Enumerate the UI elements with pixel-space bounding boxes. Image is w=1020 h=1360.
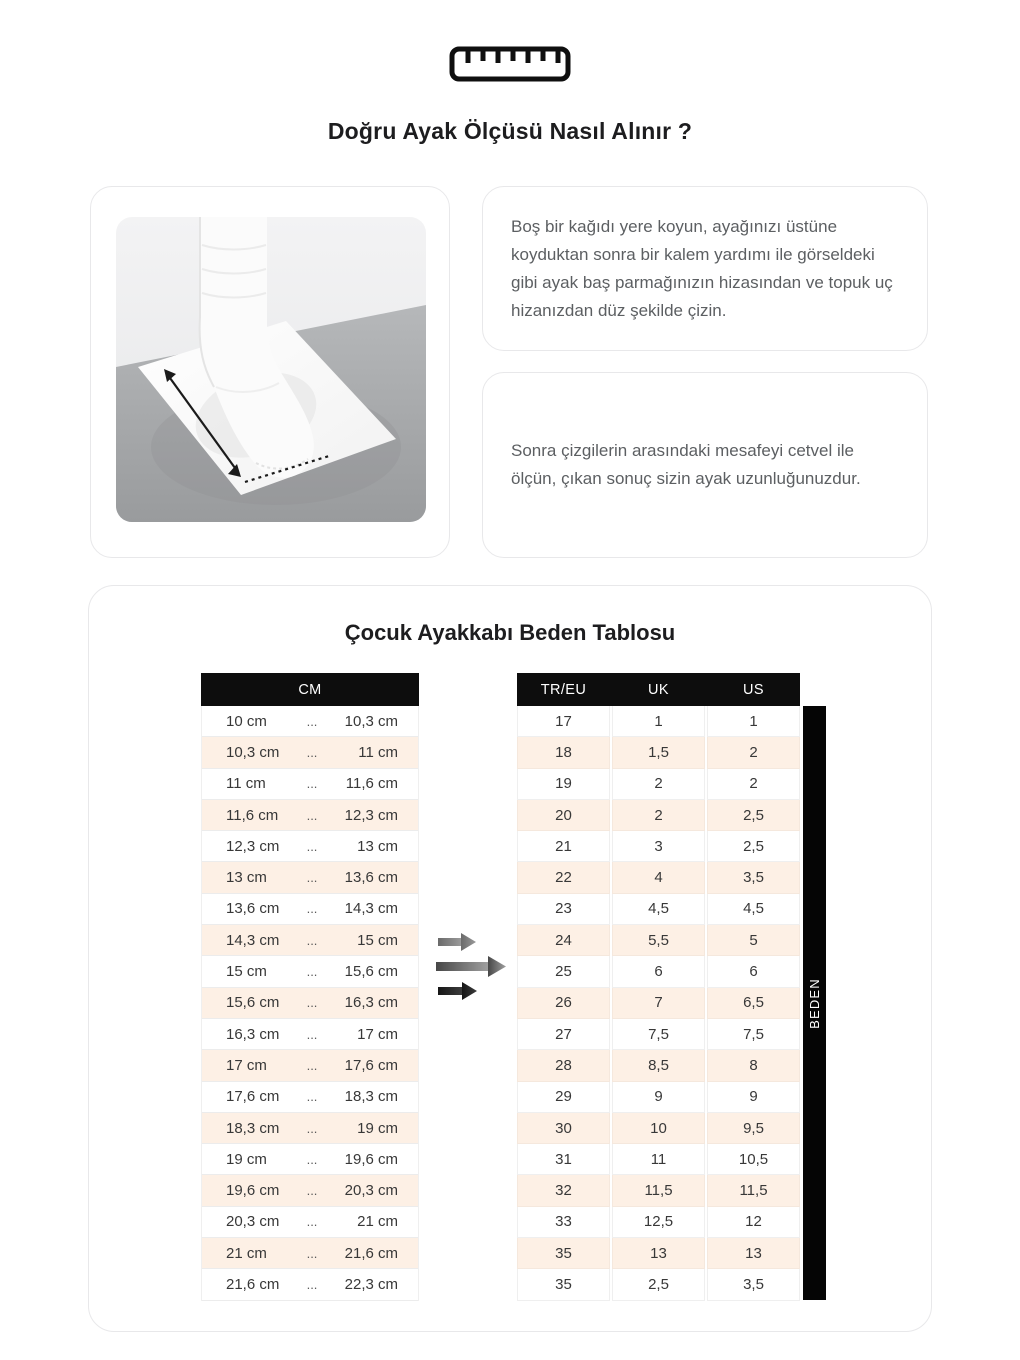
- cm-table-row: [202, 988, 418, 1019]
- cm-range-to: 19,6 cm: [344, 1150, 398, 1168]
- size-cell-uk: 9: [612, 1082, 705, 1113]
- cm-range-to: 13 cm: [357, 837, 398, 855]
- instruction-step1-text: Boş bir kağıdı yere koyun, ayağınızı üstüne koyduktan sonra bir kalem yardımı ile görseldeki gibi ayak baş parmağınızın hizasından ve topuk uç hizanızdan düz şekilde çizin.: [511, 216, 893, 320]
- cm-table-row: [202, 831, 418, 862]
- cm-range-from: 21 cm: [226, 1244, 267, 1262]
- beden-side-bar: [803, 706, 826, 1300]
- cm-range-from: 11,6 cm: [226, 806, 279, 824]
- cm-range-from: 21,6 cm: [226, 1275, 280, 1293]
- size-cell-uk: 6: [612, 956, 705, 987]
- size-cell-uk: 2: [612, 800, 705, 831]
- size-cell-us: 3,5: [707, 862, 800, 893]
- size-cell-tr-eu: 28: [517, 1050, 610, 1081]
- size-table-header: [517, 673, 800, 706]
- cm-range-separator: ...: [306, 1089, 318, 1105]
- size-cell-us: 11,5: [707, 1175, 800, 1206]
- foot-photo-frame: [116, 217, 426, 522]
- size-cell-us: 2,5: [707, 831, 800, 862]
- cm-range-from: 12,3 cm: [226, 837, 280, 855]
- size-table-row: [517, 800, 800, 831]
- cm-range-separator: ...: [306, 744, 318, 760]
- size-cell-us: 9,5: [707, 1113, 800, 1144]
- cm-range-from: 10,3 cm: [226, 743, 280, 761]
- cm-table-row: [202, 1238, 418, 1269]
- size-cell-tr-eu: 21: [517, 831, 610, 862]
- cm-table-row: [202, 1050, 418, 1081]
- cm-range-from: 17,6 cm: [226, 1088, 280, 1106]
- cm-range-to: 17 cm: [357, 1025, 398, 1043]
- cm-range-from: 13,6 cm: [226, 900, 280, 918]
- size-cell-tr-eu: 26: [517, 988, 610, 1019]
- cm-range-to: 18,3 cm: [344, 1088, 398, 1106]
- instruction-step2-text: Sonra çizgilerin arasındaki mesafeyi cetvel ile ölçün, çıkan sonuç sizin ayak uzunluğunuzdur.: [511, 441, 861, 488]
- header-icon-wrap: [0, 46, 1020, 82]
- ruler-icon: [449, 46, 571, 82]
- size-cell-uk: 7: [612, 988, 705, 1019]
- cm-table-body: [201, 706, 419, 1301]
- cm-range-to: 21,6 cm: [344, 1244, 398, 1262]
- size-table-row: [517, 706, 800, 737]
- cm-range-to: 22,3 cm: [344, 1275, 398, 1293]
- size-cell-us: 2: [707, 769, 800, 800]
- transfer-arrows-icon: [435, 928, 511, 1000]
- cm-table: [201, 673, 419, 1301]
- size-cell-tr-eu: 19: [517, 769, 610, 800]
- size-cell-tr-eu: 18: [517, 737, 610, 768]
- size-table-row: [517, 1144, 800, 1175]
- size-cell-us: 5: [707, 925, 800, 956]
- cm-range-separator: ...: [306, 995, 318, 1011]
- size-cell-tr-eu: 29: [517, 1082, 610, 1113]
- beden-side-label: BEDEN: [807, 977, 823, 1029]
- cm-range-separator: ...: [306, 1151, 318, 1167]
- cm-table-row: [202, 1144, 418, 1175]
- cm-range-to: 15 cm: [357, 931, 398, 949]
- size-cell-us: 6: [707, 956, 800, 987]
- cm-table-row: [202, 862, 418, 893]
- cm-table-row: [202, 925, 418, 956]
- cm-range-separator: ...: [306, 1245, 318, 1261]
- cm-range-to: 20,3 cm: [344, 1182, 398, 1200]
- size-cell-tr-eu: 20: [517, 800, 610, 831]
- cm-table-row: [202, 800, 418, 831]
- size-cell-uk: 3: [612, 831, 705, 862]
- cm-range-separator: ...: [306, 807, 318, 823]
- size-table-row: [517, 894, 800, 925]
- cm-table-row: [202, 1019, 418, 1050]
- cm-table-row: [202, 956, 418, 987]
- cm-range-separator: ...: [306, 932, 318, 948]
- size-cell-uk: 2: [612, 769, 705, 800]
- size-table-body: [517, 706, 800, 1301]
- cm-range-from: 18,3 cm: [226, 1119, 280, 1137]
- cm-range-to: 14,3 cm: [344, 900, 398, 918]
- size-table-header-us: US: [743, 681, 764, 698]
- cm-range-separator: ...: [306, 1214, 318, 1230]
- cm-range-separator: ...: [306, 1057, 318, 1073]
- size-cell-uk: 13: [612, 1238, 705, 1269]
- size-cell-tr-eu: 23: [517, 894, 610, 925]
- cm-range-to: 15,6 cm: [344, 963, 398, 981]
- cm-range-from: 15 cm: [226, 963, 267, 981]
- size-cell-tr-eu: 35: [517, 1269, 610, 1300]
- cm-table-row: [202, 1113, 418, 1144]
- cm-range-to: 19 cm: [357, 1119, 398, 1137]
- cm-table-row: [202, 706, 418, 737]
- cm-range-from: 17 cm: [226, 1056, 267, 1074]
- size-table-row: [517, 831, 800, 862]
- cm-table-row: [202, 1207, 418, 1238]
- size-cell-tr-eu: 27: [517, 1019, 610, 1050]
- size-table-row: [517, 769, 800, 800]
- size-cell-tr-eu: 24: [517, 925, 610, 956]
- size-cell-us: 10,5: [707, 1144, 800, 1175]
- size-table-row: [517, 1019, 800, 1050]
- cm-range-from: 16,3 cm: [226, 1025, 280, 1043]
- cm-range-separator: ...: [306, 901, 318, 917]
- size-table-row: [517, 988, 800, 1019]
- page-title: Doğru Ayak Ölçüsü Nasıl Alınır ?: [327, 118, 693, 144]
- cm-range-to: 13,6 cm: [344, 869, 398, 887]
- cm-table-row: [202, 1082, 418, 1113]
- cm-table-row: [202, 894, 418, 925]
- cm-table-header: CM: [201, 673, 419, 706]
- size-cell-tr-eu: 25: [517, 956, 610, 987]
- size-cell-uk: 7,5: [612, 1019, 705, 1050]
- size-cell-tr-eu: 32: [517, 1175, 610, 1206]
- cm-range-to: 17,6 cm: [344, 1056, 398, 1074]
- cm-table-row: [202, 1269, 418, 1300]
- size-cell-tr-eu: 22: [517, 862, 610, 893]
- size-table-row: [517, 1238, 800, 1269]
- cm-range-from: 14,3 cm: [226, 931, 280, 949]
- size-table-card: [88, 585, 932, 1332]
- size-table-row: [517, 1175, 800, 1206]
- cm-table-row: [202, 737, 418, 768]
- size-cell-tr-eu: 30: [517, 1113, 610, 1144]
- size-cell-us: 8: [707, 1050, 800, 1081]
- size-cell-us: 6,5: [707, 988, 800, 1019]
- cm-range-from: 13 cm: [226, 869, 267, 887]
- cm-range-separator: ...: [306, 870, 318, 886]
- cm-range-separator: ...: [306, 1276, 318, 1292]
- size-cell-us: 9: [707, 1082, 800, 1113]
- size-cell-uk: 4,5: [612, 894, 705, 925]
- size-cell-us: 12: [707, 1207, 800, 1238]
- size-table-row: [517, 737, 800, 768]
- cm-range-from: 20,3 cm: [226, 1213, 280, 1231]
- cm-range-separator: ...: [306, 1026, 318, 1042]
- foot-on-paper-measurement-photo: [116, 217, 426, 522]
- size-cell-uk: 8,5: [612, 1050, 705, 1081]
- size-table-header-uk: UK: [648, 681, 669, 698]
- size-cell-uk: 4: [612, 862, 705, 893]
- cm-range-separator: ...: [306, 964, 318, 980]
- cm-range-to: 10,3 cm: [344, 712, 398, 730]
- cm-table-row: [202, 1175, 418, 1206]
- size-cell-us: 2,5: [707, 800, 800, 831]
- size-cell-uk: 11,5: [612, 1175, 705, 1206]
- size-cell-tr-eu: 17: [517, 706, 610, 737]
- size-table-row: [517, 956, 800, 987]
- cm-range-to: 11,6 cm: [345, 775, 398, 793]
- size-table-row: [517, 1269, 800, 1300]
- size-cell-uk: 1,5: [612, 737, 705, 768]
- size-cell-us: 3,5: [707, 1269, 800, 1300]
- size-cell-uk: 12,5: [612, 1207, 705, 1238]
- cm-range-to: 11 cm: [358, 743, 398, 761]
- size-cell-uk: 11: [612, 1144, 705, 1175]
- size-table-title: Çocuk Ayakkabı Beden Tablosu: [344, 620, 676, 645]
- cm-range-separator: ...: [306, 713, 318, 729]
- size-table-header-tr-eu: TR/EU: [540, 681, 587, 698]
- size-cell-uk: 2,5: [612, 1269, 705, 1300]
- cm-range-separator: ...: [306, 776, 318, 792]
- size-cell-us: 7,5: [707, 1019, 800, 1050]
- cm-range-separator: ...: [306, 1183, 318, 1199]
- cm-range-from: 11 cm: [226, 775, 266, 793]
- cm-range-separator: ...: [306, 1120, 318, 1136]
- cm-range-to: 21 cm: [357, 1213, 398, 1231]
- size-cell-uk: 5,5: [612, 925, 705, 956]
- size-cell-us: 13: [707, 1238, 800, 1269]
- size-cell-tr-eu: 33: [517, 1207, 610, 1238]
- cm-range-to: 16,3 cm: [344, 994, 398, 1012]
- size-cell-us: 1: [707, 706, 800, 737]
- size-table-row: [517, 1082, 800, 1113]
- size-table-row: [517, 1050, 800, 1081]
- foot-photo-card: [90, 186, 450, 558]
- size-table-row: [517, 862, 800, 893]
- size-cell-us: 2: [707, 737, 800, 768]
- cm-range-from: 10 cm: [226, 712, 267, 730]
- size-cell-uk: 1: [612, 706, 705, 737]
- size-cell-us: 4,5: [707, 894, 800, 925]
- size-cell-uk: 10: [612, 1113, 705, 1144]
- cm-range-from: 19,6 cm: [226, 1182, 280, 1200]
- instruction-card-step2: [482, 372, 928, 558]
- cm-range-separator: ...: [306, 838, 318, 854]
- cm-range-to: 12,3 cm: [344, 806, 398, 824]
- size-cell-tr-eu: 35: [517, 1238, 610, 1269]
- international-size-table: [517, 673, 800, 1301]
- size-table-row: [517, 1207, 800, 1238]
- cm-table-row: [202, 769, 418, 800]
- size-table-row: [517, 1113, 800, 1144]
- cm-range-from: 19 cm: [226, 1150, 267, 1168]
- instruction-card-step1: [482, 186, 928, 351]
- size-table-row: [517, 925, 800, 956]
- size-cell-tr-eu: 31: [517, 1144, 610, 1175]
- cm-range-from: 15,6 cm: [226, 994, 280, 1012]
